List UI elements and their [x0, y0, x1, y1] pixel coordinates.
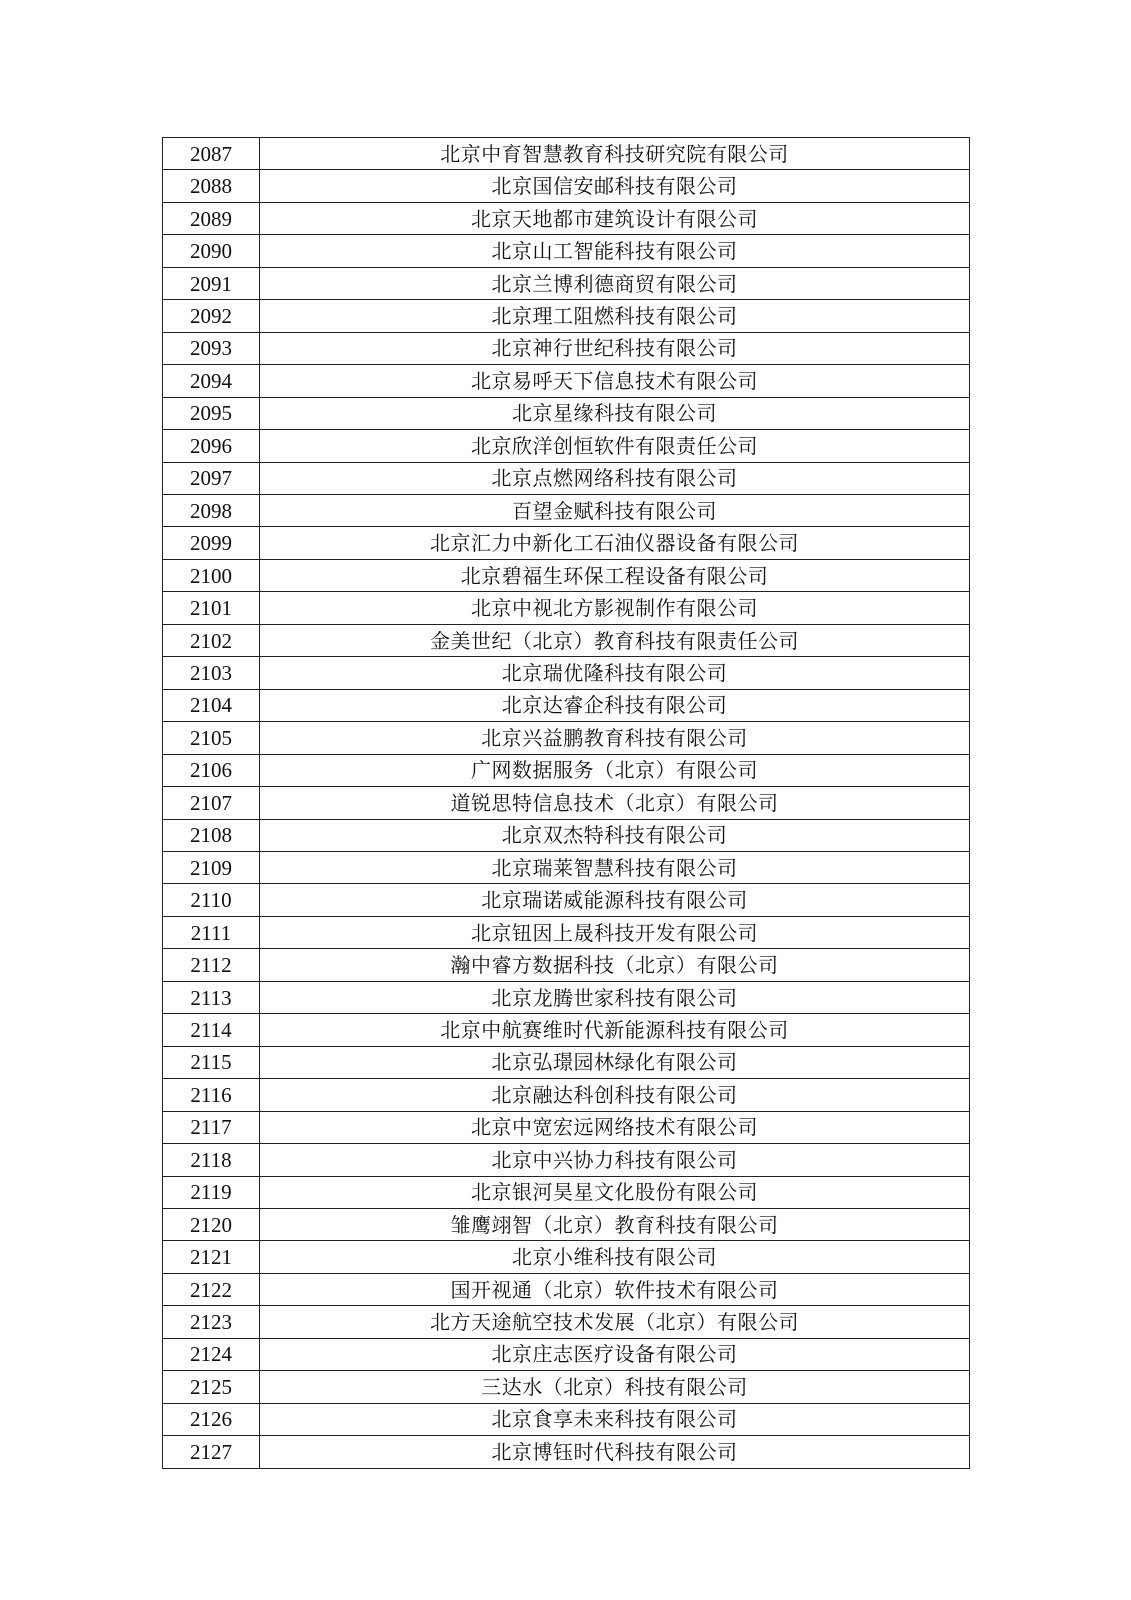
company-name-cell: 北京弘璟园林绿化有限公司 [260, 1046, 970, 1078]
company-name-cell: 道锐思特信息技术（北京）有限公司 [260, 787, 970, 819]
company-name-cell: 北京庄志医疗设备有限公司 [260, 1338, 970, 1370]
company-name-cell: 北京点燃网络科技有限公司 [260, 462, 970, 494]
row-number-cell: 2101 [163, 592, 260, 624]
company-name-cell: 北京欣洋创恒软件有限责任公司 [260, 430, 970, 462]
company-name-cell: 广网数据服务（北京）有限公司 [260, 754, 970, 786]
company-name-cell: 北京星缘科技有限公司 [260, 397, 970, 429]
table-row [163, 1241, 970, 1273]
row-number-cell: 2096 [163, 430, 260, 462]
table-row [163, 722, 970, 754]
company-name-cell: 北京碧福生环保工程设备有限公司 [260, 559, 970, 591]
table-row [163, 235, 970, 267]
table-row [163, 138, 970, 170]
company-name-cell: 北京小维科技有限公司 [260, 1241, 970, 1273]
table-row [163, 397, 970, 429]
row-number-cell: 2109 [163, 851, 260, 883]
table-row [163, 787, 970, 819]
company-name-cell: 北京中视北方影视制作有限公司 [260, 592, 970, 624]
company-name-cell: 北京瑞莱智慧科技有限公司 [260, 851, 970, 883]
table-row [163, 1436, 970, 1468]
row-number-cell: 2121 [163, 1241, 260, 1273]
company-name-cell: 北京钮因上晟科技开发有限公司 [260, 916, 970, 948]
company-name-cell: 北京理工阻燃科技有限公司 [260, 300, 970, 332]
table-body [163, 138, 970, 1469]
company-name-cell: 北京食享未来科技有限公司 [260, 1403, 970, 1435]
row-number-cell: 2103 [163, 657, 260, 689]
row-number-cell: 2127 [163, 1436, 260, 1468]
table-row [163, 624, 970, 656]
row-number-cell: 2115 [163, 1046, 260, 1078]
table-row [163, 365, 970, 397]
table-row [163, 1079, 970, 1111]
row-number-cell: 2120 [163, 1208, 260, 1240]
row-number-cell: 2092 [163, 300, 260, 332]
table-row [163, 592, 970, 624]
table-row [163, 884, 970, 916]
row-number-cell: 2110 [163, 884, 260, 916]
row-number-cell: 2097 [163, 462, 260, 494]
company-name-cell: 北京中育智慧教育科技研究院有限公司 [260, 138, 970, 170]
company-name-cell: 北京中宽宏远网络技术有限公司 [260, 1111, 970, 1143]
company-name-cell: 百望金赋科技有限公司 [260, 494, 970, 526]
table-row [163, 981, 970, 1013]
table-row [163, 1371, 970, 1403]
company-name-cell: 北京天地都市建筑设计有限公司 [260, 202, 970, 234]
row-number-cell: 2112 [163, 949, 260, 981]
company-name-cell: 北京国信安邮科技有限公司 [260, 170, 970, 202]
company-name-cell: 北京中航赛维时代新能源科技有限公司 [260, 1014, 970, 1046]
table-row [163, 1338, 970, 1370]
row-number-cell: 2087 [163, 138, 260, 170]
row-number-cell: 2093 [163, 332, 260, 364]
company-name-cell: 北京兰博利德商贸有限公司 [260, 267, 970, 299]
company-name-cell: 北京双杰特科技有限公司 [260, 819, 970, 851]
table-row [163, 1306, 970, 1338]
company-name-cell: 北京博钰时代科技有限公司 [260, 1436, 970, 1468]
company-name-cell: 北京瑞诺威能源科技有限公司 [260, 884, 970, 916]
table-row [163, 267, 970, 299]
row-number-cell: 2100 [163, 559, 260, 591]
row-number-cell: 2088 [163, 170, 260, 202]
row-number-cell: 2113 [163, 981, 260, 1013]
company-name-cell: 北京神行世纪科技有限公司 [260, 332, 970, 364]
table-row [163, 1014, 970, 1046]
table-row [163, 332, 970, 364]
row-number-cell: 2091 [163, 267, 260, 299]
company-name-cell: 北京山工智能科技有限公司 [260, 235, 970, 267]
row-number-cell: 2123 [163, 1306, 260, 1338]
table-row [163, 1176, 970, 1208]
table-row [163, 949, 970, 981]
row-number-cell: 2099 [163, 527, 260, 559]
table-row [163, 851, 970, 883]
table-row [163, 1208, 970, 1240]
row-number-cell: 2098 [163, 494, 260, 526]
table-row [163, 559, 970, 591]
table-row [163, 300, 970, 332]
company-name-cell: 雏鹰翊智（北京）教育科技有限公司 [260, 1208, 970, 1240]
row-number-cell: 2102 [163, 624, 260, 656]
table-row [163, 819, 970, 851]
table-row [163, 462, 970, 494]
company-name-cell: 北方天途航空技术发展（北京）有限公司 [260, 1306, 970, 1338]
table-row [163, 1111, 970, 1143]
row-number-cell: 2111 [163, 916, 260, 948]
company-name-cell: 北京兴益鹏教育科技有限公司 [260, 722, 970, 754]
table-row [163, 1046, 970, 1078]
row-number-cell: 2094 [163, 365, 260, 397]
row-number-cell: 2107 [163, 787, 260, 819]
row-number-cell: 2119 [163, 1176, 260, 1208]
row-number-cell: 2116 [163, 1079, 260, 1111]
row-number-cell: 2118 [163, 1144, 260, 1176]
row-number-cell: 2089 [163, 202, 260, 234]
row-number-cell: 2108 [163, 819, 260, 851]
company-name-cell: 三达水（北京）科技有限公司 [260, 1371, 970, 1403]
table-row [163, 689, 970, 721]
row-number-cell: 2122 [163, 1273, 260, 1305]
company-name-cell: 国开视通（北京）软件技术有限公司 [260, 1273, 970, 1305]
table-row [163, 916, 970, 948]
table-row [163, 657, 970, 689]
company-name-cell: 北京银河昊星文化股份有限公司 [260, 1176, 970, 1208]
table-row [163, 170, 970, 202]
table-row [163, 202, 970, 234]
table-row [163, 527, 970, 559]
row-number-cell: 2125 [163, 1371, 260, 1403]
row-number-cell: 2090 [163, 235, 260, 267]
table-row [163, 494, 970, 526]
row-number-cell: 2106 [163, 754, 260, 786]
table-row [163, 430, 970, 462]
company-name-cell: 北京融达科创科技有限公司 [260, 1079, 970, 1111]
company-name-cell: 金美世纪（北京）教育科技有限责任公司 [260, 624, 970, 656]
table-row [163, 1403, 970, 1435]
company-name-cell: 北京龙腾世家科技有限公司 [260, 981, 970, 1013]
row-number-cell: 2095 [163, 397, 260, 429]
company-name-cell: 北京瑞优隆科技有限公司 [260, 657, 970, 689]
table-row [163, 1144, 970, 1176]
company-name-cell: 北京汇力中新化工石油仪器设备有限公司 [260, 527, 970, 559]
row-number-cell: 2117 [163, 1111, 260, 1143]
company-name-cell: 瀚中睿方数据科技（北京）有限公司 [260, 949, 970, 981]
company-name-cell: 北京达睿企科技有限公司 [260, 689, 970, 721]
row-number-cell: 2104 [163, 689, 260, 721]
table-row [163, 754, 970, 786]
row-number-cell: 2105 [163, 722, 260, 754]
company-list-table [162, 137, 970, 1469]
company-name-cell: 北京中兴协力科技有限公司 [260, 1144, 970, 1176]
row-number-cell: 2126 [163, 1403, 260, 1435]
row-number-cell: 2114 [163, 1014, 260, 1046]
row-number-cell: 2124 [163, 1338, 260, 1370]
company-name-cell: 北京易呼天下信息技术有限公司 [260, 365, 970, 397]
table-row [163, 1273, 970, 1305]
